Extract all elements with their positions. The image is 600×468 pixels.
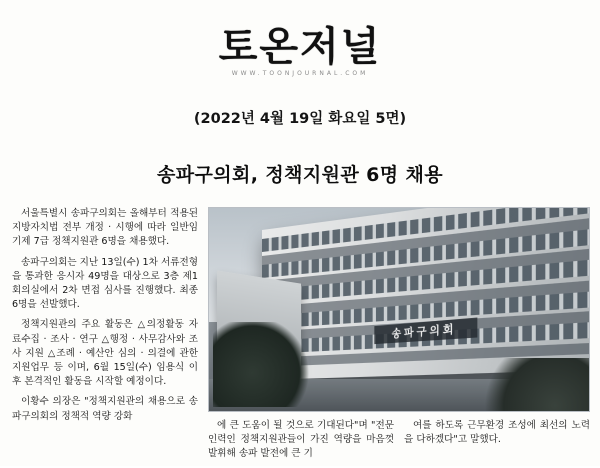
paragraph: 에 큰 도움이 될 것으로 기대된다"며 "전문인력인 정책지원관들이 가진 역량을 마음껏 발휘해 송파 발전에 큰 기 <box>208 420 394 460</box>
article-headline: 송파구의회, 정책지원관 6명 채용 <box>156 164 444 186</box>
paragraph: 여를 하도록 근무환경 조성에 최선의 노력을 다하겠다"고 말했다. <box>404 420 590 446</box>
paragraph: 서울특별시 송파구의회는 올해부터 적용된 지방자치법 전부 개정 · 시행에 따라 일반임기제 7급 정책지원관 6명을 채용했다. <box>12 208 198 248</box>
photo-building-sign: 송파구의회 <box>374 317 477 344</box>
left-text-column <box>12 207 208 468</box>
masthead-subtitle: WWW.TOONJOURNAL.COM <box>231 70 369 77</box>
article-body <box>0 207 600 468</box>
photo-tree-left <box>213 322 312 407</box>
below-photo-columns <box>208 419 590 468</box>
article-photo <box>208 207 590 412</box>
right-text-column <box>404 419 590 468</box>
right-column <box>208 207 590 468</box>
photo-tree-right <box>475 358 589 411</box>
paragraph: 정책지원관의 주요 활동은 △의정활동 자료수집 · 조사 · 연구 △행정 · 사무감사와 조사 지원 △조례 · 예산안 심의 · 의결에 관한 지원업무 등 이며, 6월 15일(수) 임용식 이후 본격적인 활동을 시작할 예정이다. <box>12 319 198 388</box>
masthead-logo: 토온저널 <box>218 24 382 70</box>
paragraph: 이황수 의장은 "정책지원관의 채용으로 송파구의회의 정책적 역량 강화 <box>12 396 198 422</box>
middle-text-column <box>208 419 394 468</box>
issue-date-line: (2022년 4월 19일 화요일 5면) <box>193 111 407 127</box>
paragraph: 송파구의회는 지난 13일(수) 1차 서류전형을 통과한 응시자 49명을 대상으로 3층 제1회의실에서 2차 면접 심사를 진행했다. 최종 6명을 선발했다. <box>12 256 199 311</box>
masthead <box>0 0 600 77</box>
